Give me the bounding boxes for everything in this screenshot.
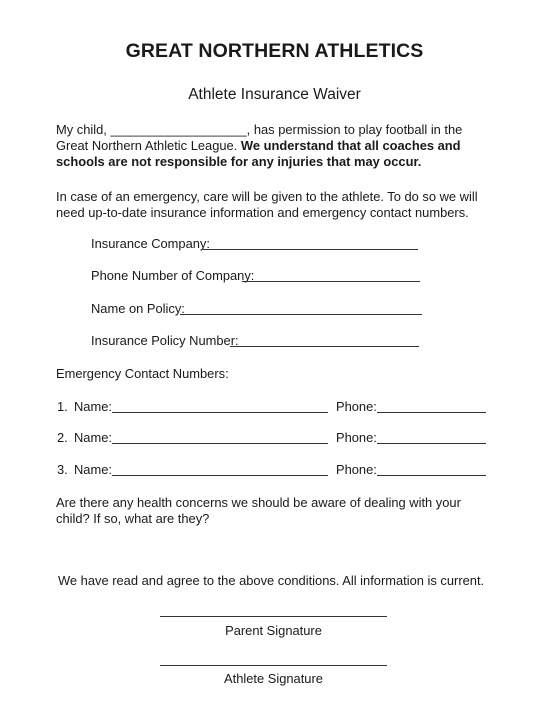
page-title: GREAT NORTHERN ATHLETICS (125, 40, 424, 62)
contact-number: 1. (57, 399, 68, 414)
contact-name-label: Name: (74, 462, 112, 477)
contact-name-field[interactable] (112, 443, 328, 444)
policy-number-field[interactable] (230, 346, 419, 347)
company-phone-label: Phone Number of Company: (91, 268, 255, 283)
policy-number-label: Insurance Policy Number: (91, 333, 239, 348)
contact-name-label: Name: (74, 399, 112, 414)
health-question: Are there any health concerns we should be aware of dealing with your child? If so, what are they? (56, 495, 461, 526)
insurance-company-label: Insurance Company: (91, 236, 210, 251)
parent-signature-label: Parent Signature (225, 623, 322, 638)
contacts-heading: Emergency Contact Numbers: (56, 366, 229, 381)
contact-name-field[interactable] (112, 475, 328, 476)
emergency-paragraph: In case of an emergency, care will be given to the athlete. To do so we will need up-to-date insurance information and emergency contact numbers. (56, 189, 478, 220)
intro-paragraph (56, 122, 492, 170)
policy-name-label: Name on Policy: (91, 301, 185, 316)
athlete-signature-line[interactable] (160, 665, 387, 666)
athlete-signature-label: Athlete Signature (224, 671, 323, 686)
child-name-blank[interactable]: ___________________ (110, 122, 247, 137)
company-phone-field[interactable] (242, 281, 420, 282)
contact-phone-field[interactable] (377, 443, 486, 444)
contact-name-label: Name: (74, 430, 112, 445)
contact-phone-field[interactable] (377, 475, 486, 476)
health-answer-area[interactable] (56, 532, 492, 570)
contact-name-field[interactable] (112, 412, 328, 413)
insurance-company-field[interactable] (203, 249, 418, 250)
contact-number: 2. (57, 430, 68, 445)
form-subtitle: Athlete Insurance Waiver (188, 86, 361, 103)
intro-prefix: My child, (56, 122, 111, 137)
liability-statement: We understand that all coaches and schools are not responsible for any injuries that may occur. (56, 138, 461, 169)
contact-phone-label: Phone: (336, 430, 377, 445)
intro-suffix: , has permission to play football in the Great Northern Athletic League. (56, 122, 463, 153)
contact-number: 3. (57, 462, 68, 477)
policy-name-field[interactable] (180, 314, 422, 315)
contact-phone-label: Phone: (336, 462, 377, 477)
agreement-statement: We have read and agree to the above conditions. All information is current. (58, 573, 485, 588)
contact-phone-field[interactable] (377, 412, 486, 413)
contact-phone-label: Phone: (336, 399, 377, 414)
parent-signature-line[interactable] (160, 616, 387, 617)
